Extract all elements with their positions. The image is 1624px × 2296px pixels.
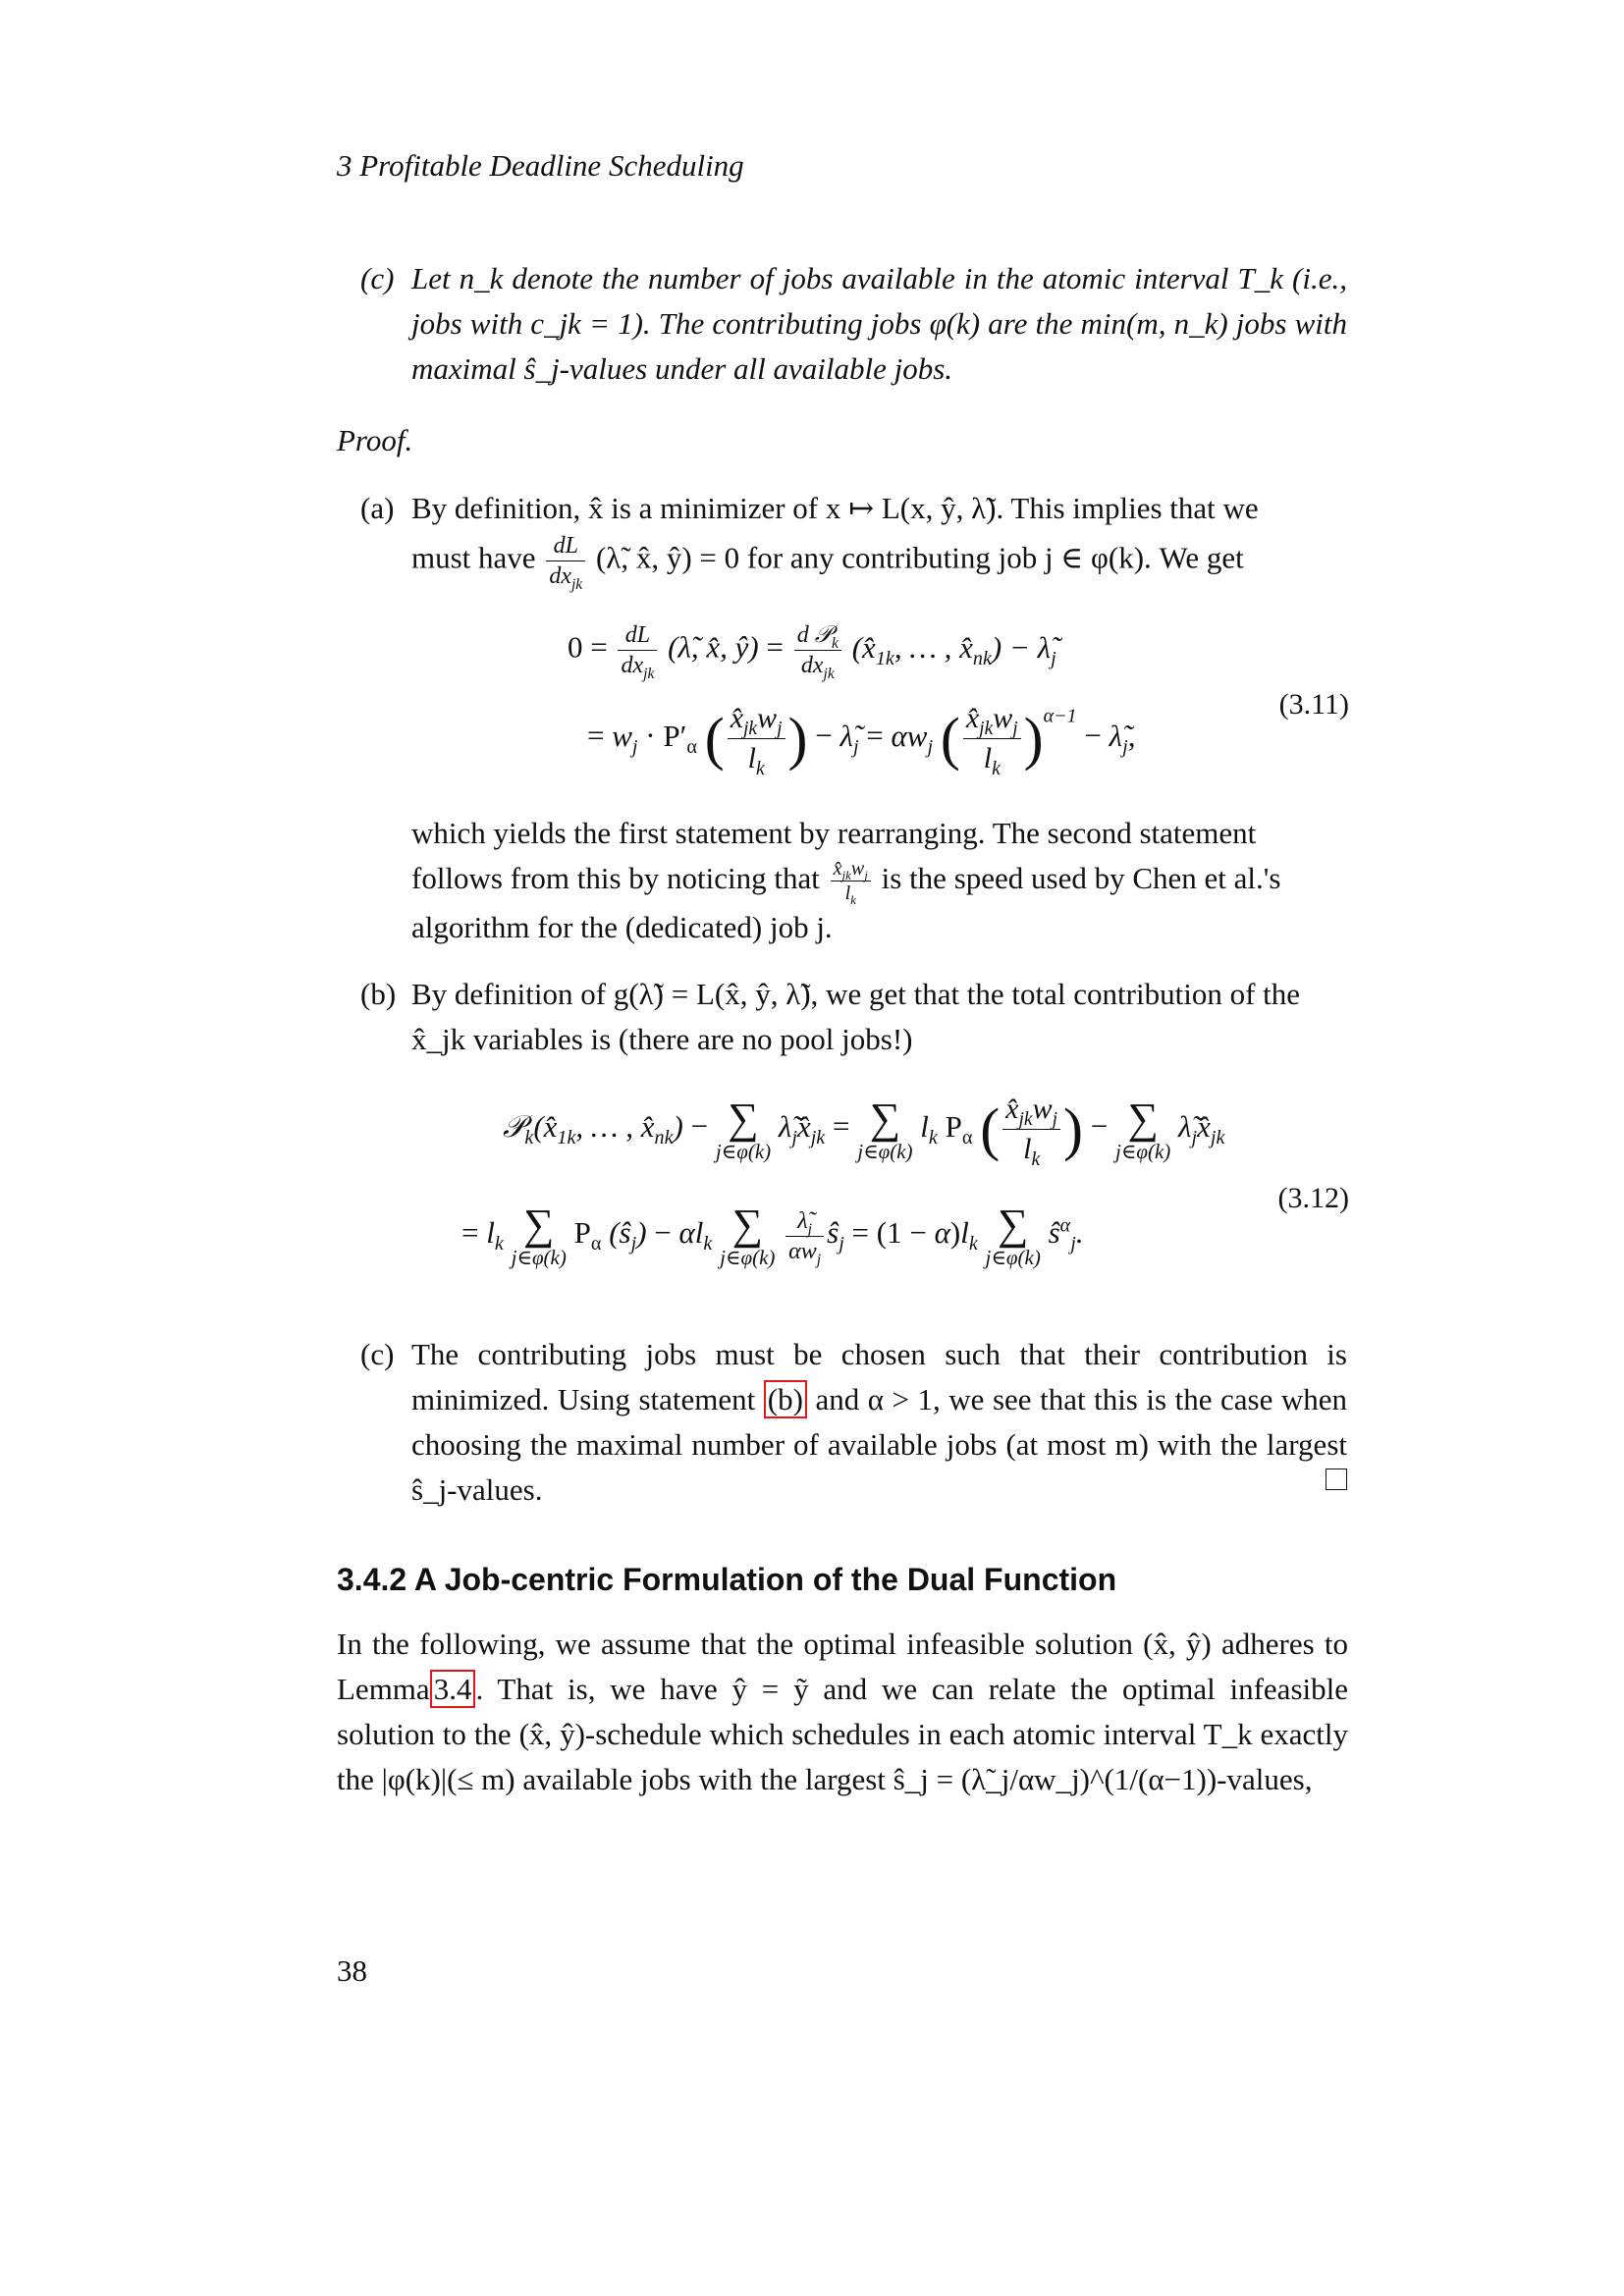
- proof-a-conclusion: [411, 811, 1347, 950]
- proof-a-line-1: By definition, x̂ is a minimizer of x ↦ L(x, ŷ, λ̃). This implies that we: [411, 491, 1259, 525]
- item-label: (a): [360, 491, 395, 525]
- conclusion-line-2-start: follows from this by noticing that: [411, 861, 820, 895]
- statement-b-link[interactable]: (b): [764, 1380, 807, 1418]
- running-head: 3 Profitable Deadline Scheduling: [337, 148, 744, 183]
- speed-fraction: $\frac{x̂_{jk}w_j}{l_k}$: [831, 857, 871, 905]
- equation-3-11-line-1: 0 = $\frac{dL}{dx_{jk}}$ (λ̃, x̂, ŷ) = $\frac{d 𝒫_k}{dx_{jk}}$ ($x̂_{1k}$, … , $x̂_{nk}$) − $\lambdã_j$: [568, 622, 1056, 682]
- proof-item-a: [360, 486, 1347, 591]
- item-label: (c): [360, 261, 395, 295]
- lemma-c-text: Let n_k denote the number of jobs available in the atomic interval T_k (i.e., jobs with c_jk = 1). The contributing jobs φ(k) are the min(m, n_k) jobs with maximal ŝ_j-values under all available jobs.: [411, 261, 1347, 386]
- equation-3-12-line-1: $𝒫_k(x̂_{1k}$, … , $x̂_{nk}$) − ∑ j∈φ(k) $\lambdã_jx̂_{jk}$ = ∑ j∈φ(k) $l_k$ $P_\alpha$ ( $\frac{x̂_{jk}w_j}{l_k}$ ) − ∑ j∈φ(k) $\lambdã_jx̂_{jk}$: [503, 1090, 1224, 1169]
- proof-item-c: [360, 1332, 1347, 1513]
- conclusion-line-2-end: is the speed used by Chen et al.'s: [881, 861, 1281, 895]
- proof-label: Proof.: [337, 423, 413, 457]
- proof-c-text-end: and α > 1, we see that this is the case when choosing the maximal number of available jobs (at most m) with the largest ŝ_j-values.: [411, 1382, 1348, 1507]
- proof-c-text-start: The contributing jobs must be chosen such that their contribution is minimized. Using statement: [411, 1337, 1347, 1416]
- page-number: 38: [337, 1953, 367, 1988]
- equation-number-3-11: (3.11): [1278, 688, 1349, 721]
- proof-item-b: [360, 972, 1347, 1062]
- equation-number-3-12: (3.12): [1277, 1182, 1349, 1214]
- equation-3-12-line-2: = $l_k$ ∑ j∈φ(k) $P_\alpha$ $(ŝ_j) - \alpha l_k$ ∑ j∈φ(k) $\frac{\lambdã_j}{\alpha w_j}$ $ŝ_j = (1 - \alpha)l_k$ ∑ j∈φ(k) $ŝ^\alpha_j$.: [461, 1201, 1084, 1269]
- section-paragraph: [337, 1622, 1348, 1802]
- proof-c-text: [411, 1332, 1347, 1513]
- item-label: (b): [360, 977, 397, 1011]
- paragraph-rest: . That is, we have ŷ = ỹ and we can relate the optimal infeasible solution to the (x̂, ŷ)-schedule which schedules in each atomic interval T_k exactly the |φ(k)|(≤ m) available jobs with the largest ŝ_j = (λ̃_j/αw_j)^(1/(α−1))-values,: [337, 1672, 1348, 1796]
- proof-b-line-2: x̂_jk variables is (there are no pool jobs!): [411, 1022, 913, 1056]
- section-heading: 3.4.2 A Job-centric Formulation of the Dual Function: [337, 1562, 1117, 1597]
- paragraph-start: In the following, we assume that the optimal infeasible solution (x̂, ŷ) adheres to Lemma: [337, 1627, 1348, 1706]
- proof-a-line-2-end: (λ̃, x̂, ŷ) = 0 for any contributing job j ∈ φ(k). We get: [595, 540, 1244, 575]
- conclusion-line-1: which yields the first statement by rearranging. The second statement: [411, 816, 1257, 850]
- qed-symbol: [1326, 1468, 1347, 1490]
- derivative-fraction: $\frac{dL}{dx_{jk}}$: [546, 531, 585, 591]
- proof-a-line-2: [411, 531, 1347, 591]
- equation-3-11-line-2: = $w_j \cdot P'_\alpha$ ( $\frac{x̂_{jk}w_j}{l_k}$ ) − $\lambdã_j = \alpha w_j$ ( $\frac{x̂_{jk}w_j}{l_k}$ )$^{\alpha-1} - \lambdã_j$,: [587, 699, 1135, 778]
- conclusion-line-3: algorithm for the (dedicated) job j.: [411, 910, 833, 945]
- proof-a-line-2-start: must have: [411, 540, 536, 575]
- lemma-item-c: [360, 256, 1347, 392]
- proof-b-line-1: By definition of g(λ̃) = L(x̂, ŷ, λ̃), we get that the total contribution of the: [411, 977, 1301, 1011]
- lemma-3-4-link[interactable]: 3.4: [430, 1670, 476, 1708]
- item-label: (c): [360, 1337, 395, 1371]
- conclusion-line-2: [411, 856, 1347, 908]
